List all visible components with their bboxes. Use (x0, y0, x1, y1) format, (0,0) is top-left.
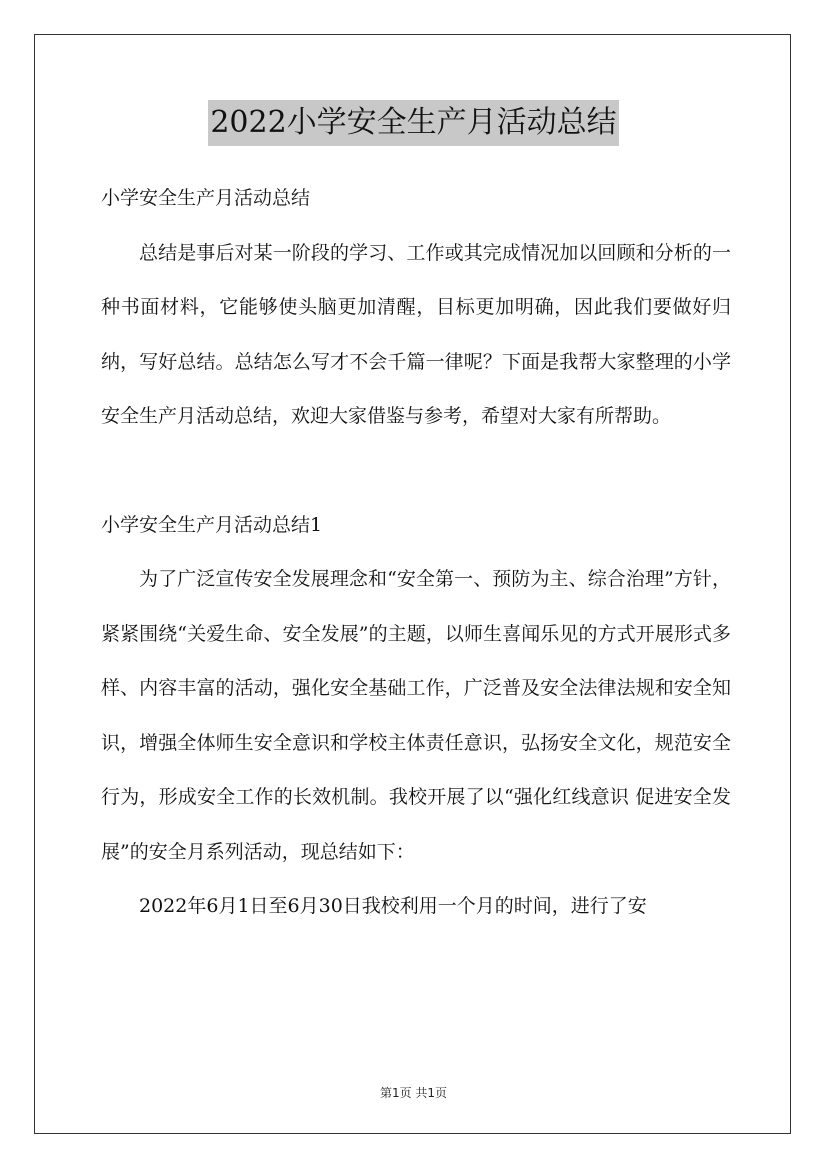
document-subtitle: 小学安全生产月活动总结 (101, 187, 311, 209)
intro-paragraph: 总结是事后对某一阶段的学习、工作或其完成情况加以回顾和分析的一种书面材料，它能够使头脑更加清醒，目标更加明确，因此我们要做好归纳，写好总结。总结怎么写才不会千篇一律呢？下面是我帮大家整理的小学安全生产月活动总结，欢迎大家借鉴与参考，希望对大家有所帮助。 (101, 241, 731, 427)
document-title: 2022小学安全生产月活动总结 (208, 100, 618, 146)
document-body (101, 171, 731, 934)
spacer (101, 444, 731, 498)
page-footer: 第1页 共1页 (379, 1086, 448, 1100)
title-container (0, 100, 827, 146)
section-1-paragraph-2: 2022年6月1日至6月30日我校利用一个月的时间，进行了安 (139, 895, 647, 917)
section-heading-1: 小学安全生产月活动总结1 (101, 513, 323, 536)
section-1-paragraph-1: 为了广泛宣传安全发展理念和“安全第一、预防为主、综合治理”方针，紧紧围绕“关爱生命、安全发展”的主题，以师生喜闻乐见的方式开展形式多样、内容丰富的活动，强化安全基础工作，广泛普及安全法律法规和安全知识，增强全体师生安全意识和学校主体责任意识，弘扬安全文化，规范安全行为，形成安全工作的长效机制。我校开展了以“强化红线意识 促进安全发展”的安全月系列活动，现总结如下： (101, 568, 731, 863)
